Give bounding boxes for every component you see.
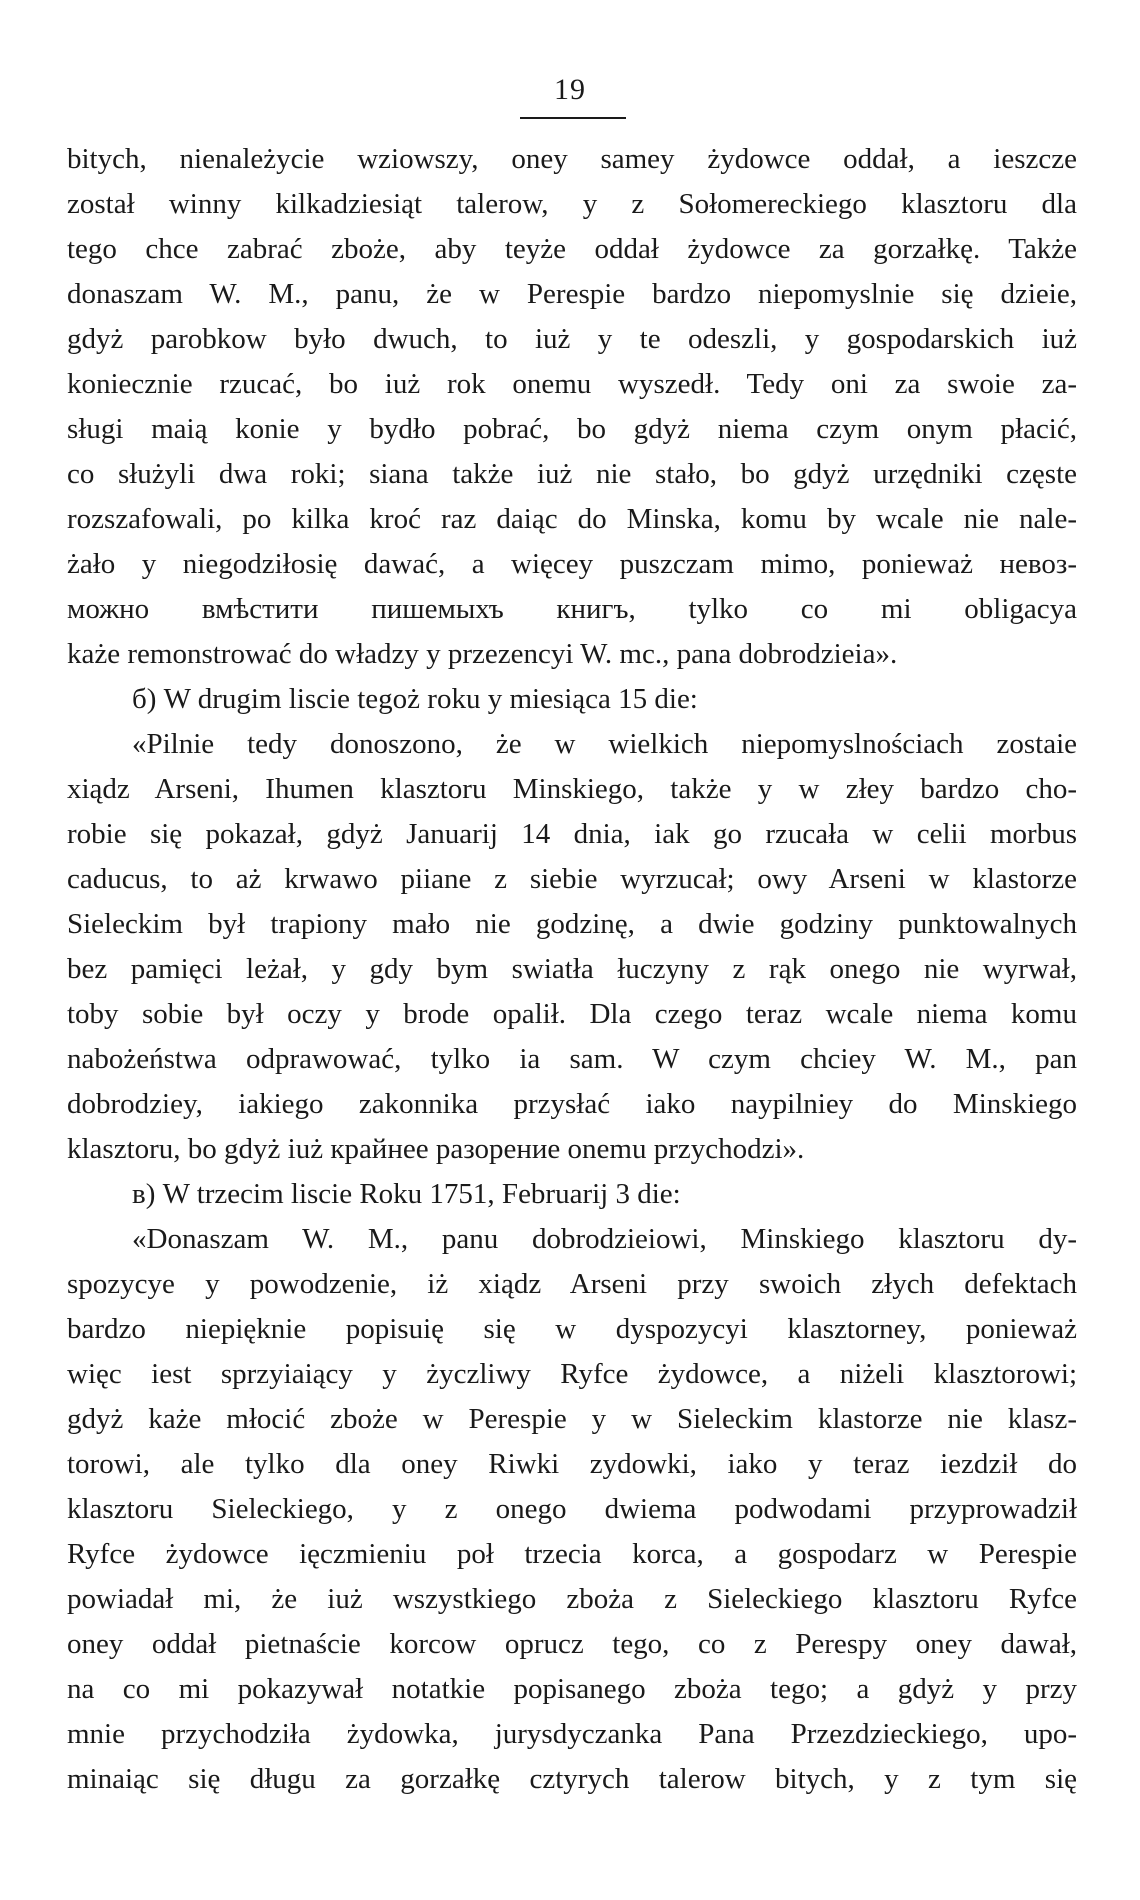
text-line: caducus, to aż krwawo piiane z siebie wyrzucał; owy Arseni w klastorze	[67, 863, 1077, 895]
text-line: na co mi pokazywał notatkie popisanego zboża tego; a gdyż y przy	[67, 1673, 1077, 1705]
text-line: klasztoru Sieleckiego, y z onego dwiema podwodami przyprowadził	[67, 1493, 1077, 1525]
text-line: xiądz Arseni, Ihumen klasztoru Minskiego, także y w złey bardzo cho-	[67, 773, 1077, 805]
text-line: robie się pokazał, gdyż Januarij 14 dnia, iak go rzucała w celii morbus	[67, 818, 1077, 850]
text-line: «Pilnie tedy donoszono, że w wielkich niepomyslnościach zostaie	[132, 728, 1077, 760]
text-line: oney oddał pietnaście korcow oprucz tego, co z Perespy oney dawał,	[67, 1628, 1077, 1660]
text-line: koniecznie rzucać, bo iuż rok onemu wyszedł. Tedy oni za swoie za-	[67, 368, 1077, 400]
text-line: Sieleckim był trapiony mało nie godzinę, a dwie godziny punktowalnych	[67, 908, 1077, 940]
text-line: sługi maią konie y bydło pobrać, bo gdyż niema czym onym płacić,	[67, 413, 1077, 445]
text-line: можно вмѣстити пишемыхъ книгъ, tylko co mi obligacya	[67, 593, 1077, 625]
text-line: «Donaszam W. M., panu dobrodzieiowi, Minskiego klasztoru dy-	[132, 1223, 1077, 1255]
text-line: bitych, nienależycie wziowszy, oney samey żydowce oddał, a ieszcze	[67, 143, 1077, 175]
text-line: klasztoru, bo gdyż iuż крайнее разорение onemu przychodzi».	[67, 1133, 805, 1165]
text-line: bez pamięci leżał, y gdy bym swiatła łuczyny z rąk onego nie wyrwał,	[67, 953, 1077, 985]
text-line: spozycye y powodzenie, iż xiądz Arseni przy swoich złych defektach	[67, 1268, 1077, 1300]
text-line: toby sobie był oczy y brode opalił. Dla czego teraz wcale niema komu	[67, 998, 1077, 1030]
text-line: żało y niegodziłosię dawać, a więcey puszczam mimo, ponieważ невоз-	[67, 548, 1077, 580]
text-line: rozszafowali, po kilka kroć raz daiąc do Minska, komu by wcale nie nale-	[67, 503, 1077, 535]
text-line: bardzo niepięknie popisuię się w dyspozycyi klasztorney, ponieważ	[67, 1313, 1077, 1345]
text-line: powiadał mi, że iuż wszystkiego zboża z Sieleckiego klasztoru Ryfce	[67, 1583, 1077, 1615]
header-rule	[520, 117, 626, 119]
text-line: tego chce zabrać zboże, aby teyże oddał żydowce za gorzałkę. Także	[67, 233, 1077, 265]
text-line: każe remonstrować do władzy y przezencyi W. mc., pana dobrodzieia».	[67, 638, 898, 670]
text-line: б) W drugim liscie tegoż roku y miesiąca 15 die:	[132, 683, 698, 715]
text-line: został winny kilkadziesiąt talerow, y z Sołomereckiego klasztoru dla	[67, 188, 1077, 220]
text-line: torowi, ale tylko dla oney Riwki zydowki, iako y teraz iezdził do	[67, 1448, 1077, 1480]
text-line: Ryfce żydowce ięczmieniu poł trzecia korca, a gospodarz w Perespie	[67, 1538, 1077, 1570]
text-line: gdyż parobkow było dwuch, to iuż y te odeszli, y gospodarskich iuż	[67, 323, 1077, 355]
body-text	[67, 137, 1077, 1802]
text-line: więc iest sprzyiaiący y życzliwy Ryfce żydowce, a niżeli klasztorowi;	[67, 1358, 1077, 1390]
text-line: mnie przychodziła żydowka, jurysdyczanka Pana Przezdzieckiego, upo-	[67, 1718, 1077, 1750]
text-line: co służyli dwa roki; siana także iuż nie stało, bo gdyż urzędniki częste	[67, 458, 1077, 490]
text-line: nabożeństwa odprawować, tylko ia sam. W czym chciey W. M., pan	[67, 1043, 1077, 1075]
text-line: donaszam W. M., panu, że w Perespie bardzo niepomyslnie się dzieie,	[67, 278, 1077, 310]
text-line: dobrodziey, iakiego zakonnika przysłać iako naypilniey do Minskiego	[67, 1088, 1077, 1120]
text-line: в) W trzecim liscie Roku 1751, Februarij 3 die:	[132, 1178, 681, 1210]
text-line: gdyż każe młocić zboże w Perespie y w Sieleckim klastorze nie klasz-	[67, 1403, 1077, 1435]
page-number: 19	[554, 73, 586, 106]
text-line: minaiąc się długu za gorzałkę cztyrych talerow bitych, y z tym się	[67, 1763, 1077, 1795]
